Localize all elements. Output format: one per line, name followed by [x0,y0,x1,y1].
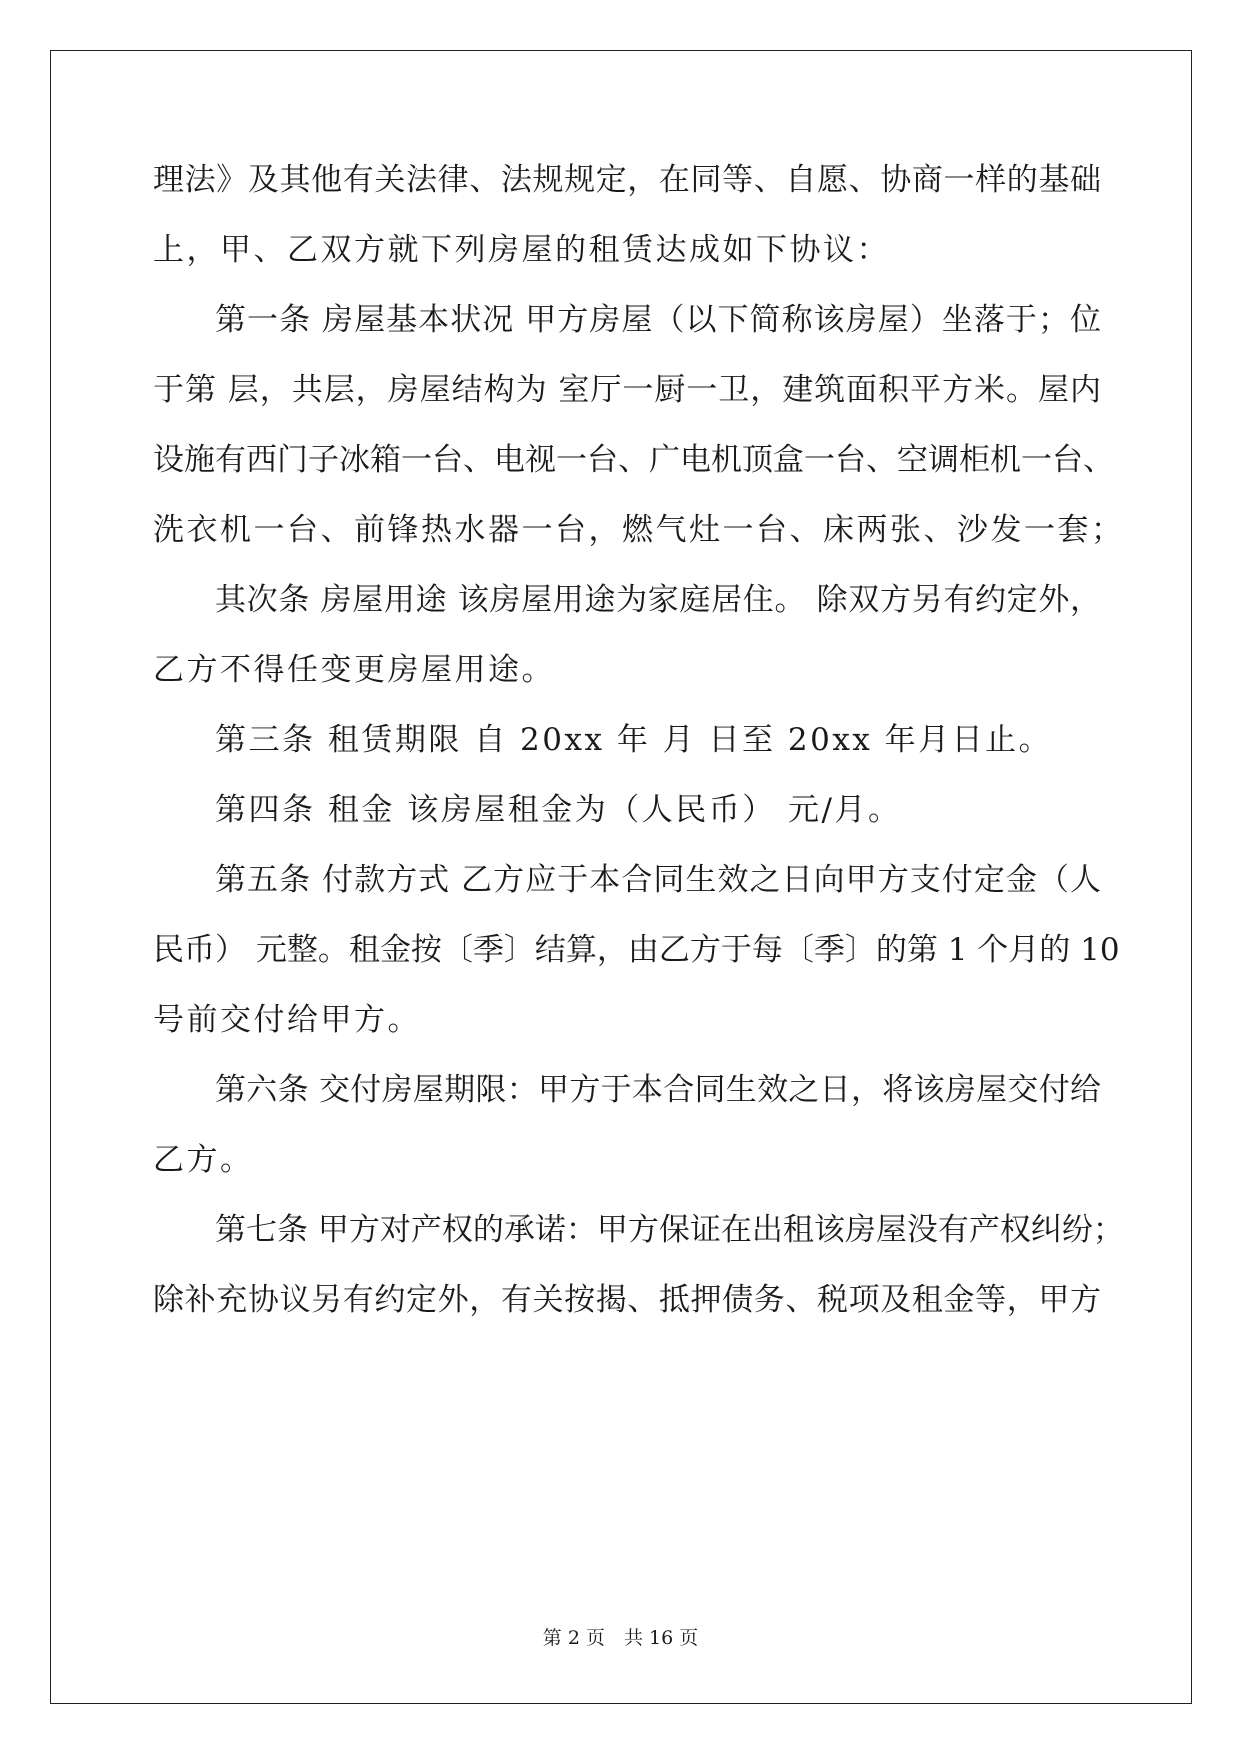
text-line: 乙方不得任变更房屋用途。 [153,652,555,688]
text-line: 洗衣机一台、前锋热水器一台，燃气灶一台、床两张、沙发一套； [153,512,1125,548]
text-line: 理法》及其他有关法律、法规规定，在同等、自愿、协商一样的基础 [153,162,1101,198]
text-line: 设施有西门子冰箱一台、电视一台、广电机顶盒一台、空调柜机一台、 [153,442,1114,478]
text-line: 号前交付给甲方。 [153,1002,421,1038]
text-line: 于第 层，共层，房屋结构为 室厅一厨一卫，建筑面积平方米。屋内 [153,372,1101,408]
text-line: 第五条 付款方式 乙方应于本合同生效之日向甲方支付定金（人 [215,862,1101,898]
text-line: 第四条 租金 该房屋租金为（人民币） 元/月。 [215,792,902,828]
text-line: 第六条 交付房屋期限：甲方于本合同生效之日，将该房屋交付给 [215,1072,1101,1108]
page-number: 第 2 页 共 16 页 [542,1627,699,1649]
text-line: 除补充协议另有约定外，有关按揭、抵押债务、税项及租金等，甲方 [153,1282,1101,1318]
text-line: 第七条 甲方对产权的承诺：甲方保证在出租该房屋没有产权纠纷； [215,1212,1124,1248]
text-line: 上，甲、乙双方就下列房屋的租赁达成如下协议： [153,232,890,268]
text-line: 第三条 租赁期限 自 20xx 年 月 日至 20xx 年月日止。 [215,722,1053,758]
text-line: 乙方。 [153,1142,254,1178]
text-line: 其次条 房屋用途 该房屋用途为家庭居住。 除双方另有约定外， [215,582,1101,618]
text-line: 民币） 元整。租金按〔季〕结算，由乙方于每〔季〕的第 1 个月的 10 [153,932,1120,968]
text-line: 第一条 房屋基本状况 甲方房屋（以下简称该房屋）坐落于；位 [215,302,1101,338]
